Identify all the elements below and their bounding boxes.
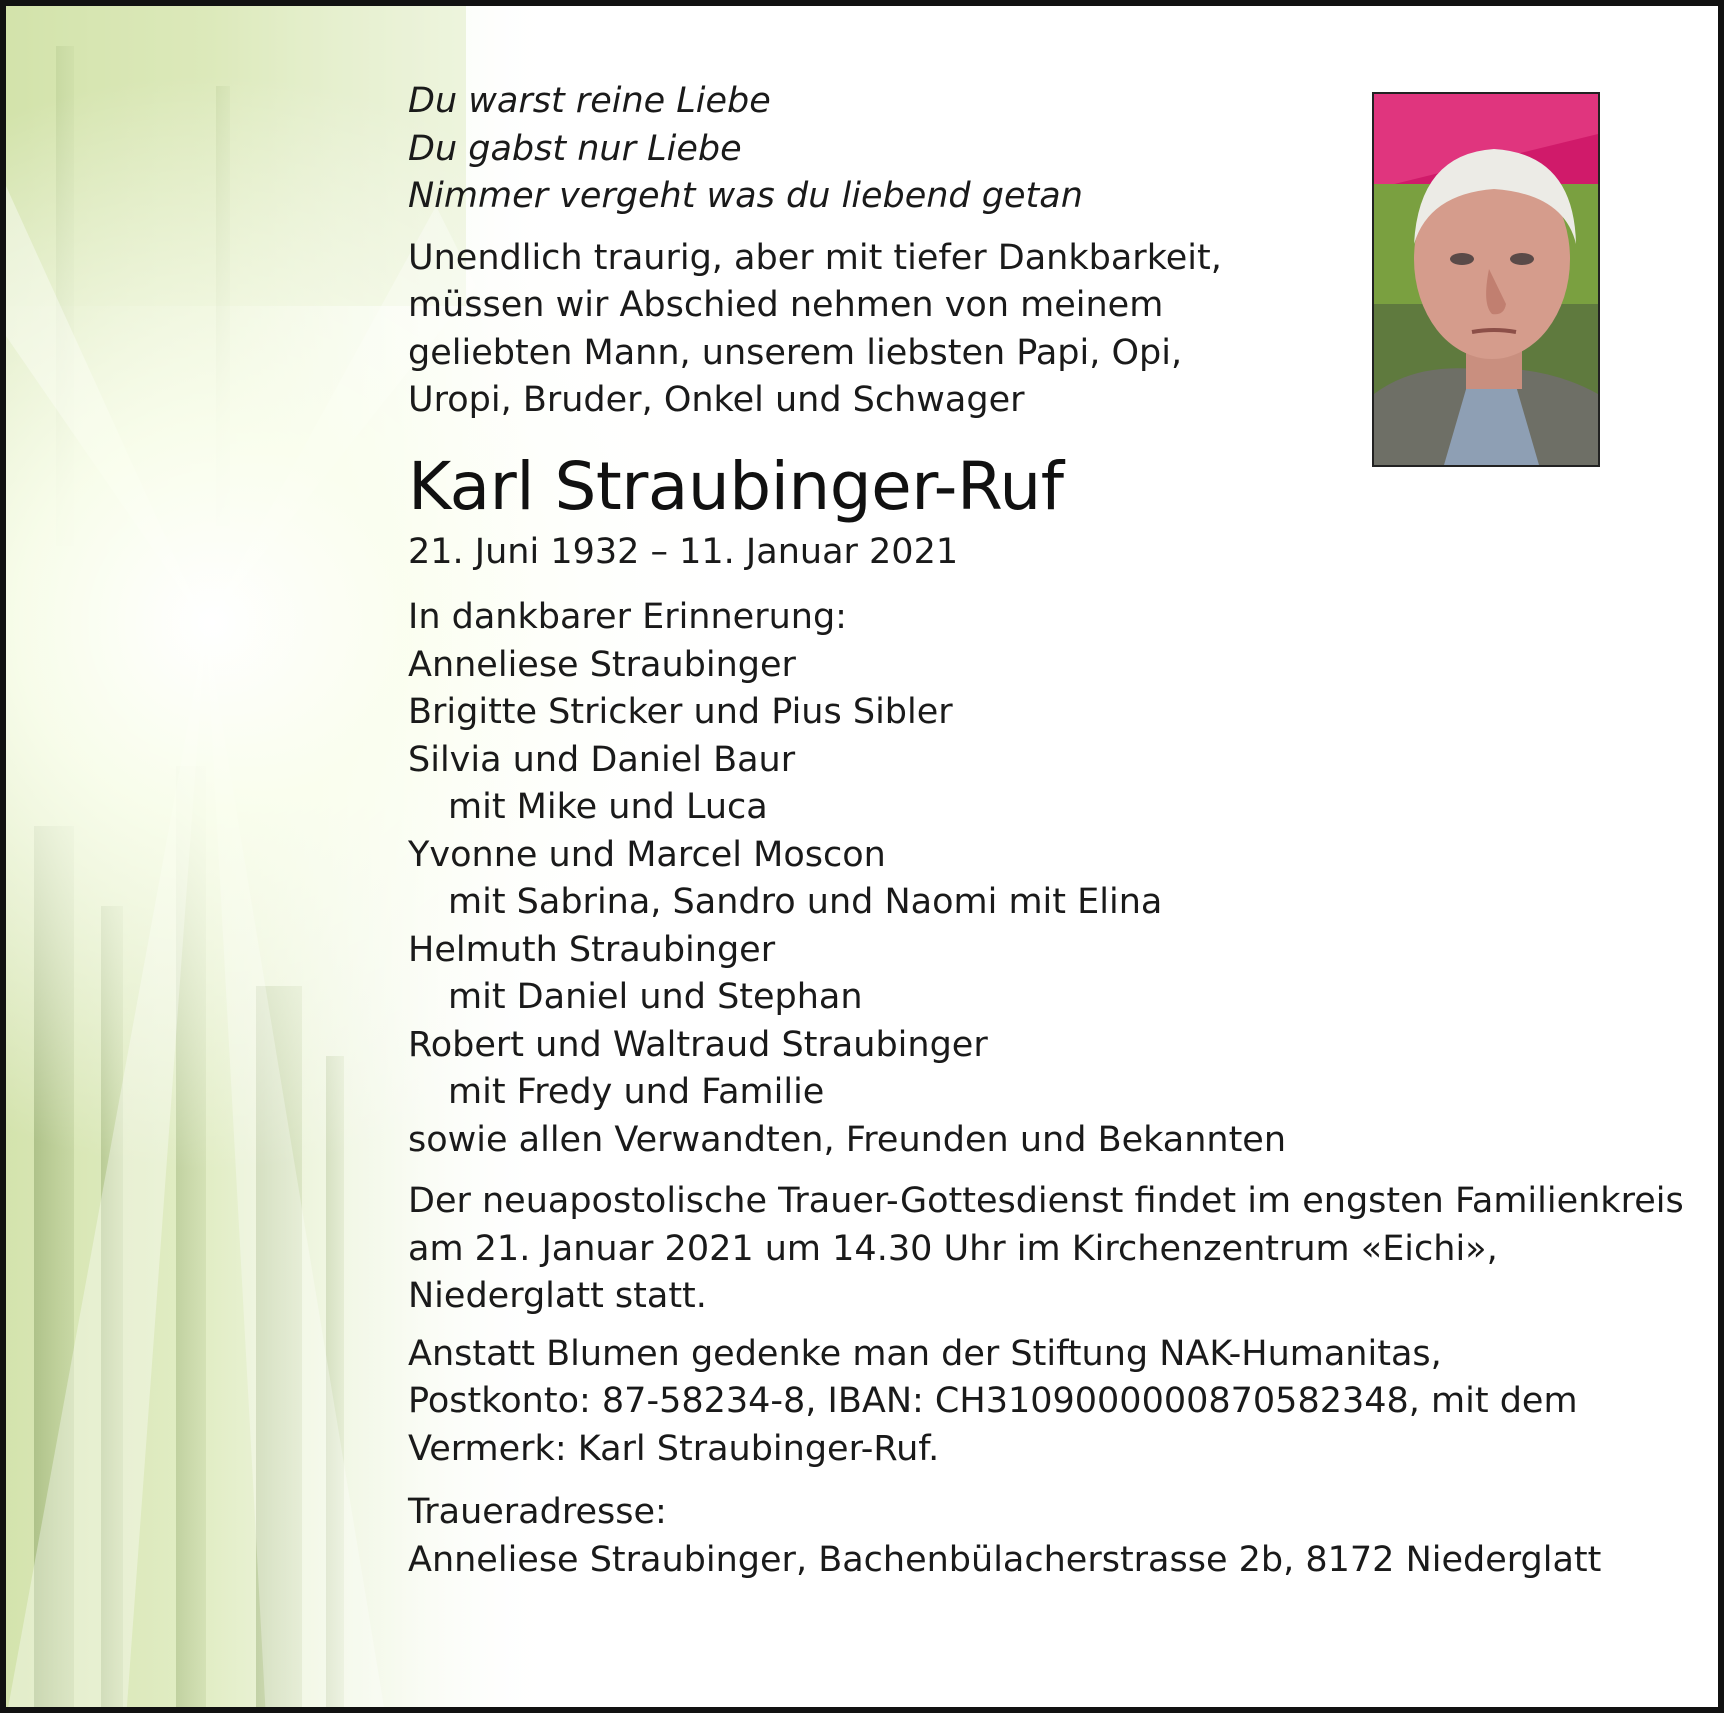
mourner-entry: Yvonne und Marcel Moscon [408, 834, 886, 875]
mourner-sub-entry: mit Mike und Luca [448, 787, 768, 827]
intro-line: müssen wir Abschied nehmen von meinem [408, 285, 1164, 325]
intro-line: Uropi, Bruder, Onkel und Schwager [408, 380, 1025, 420]
donation-line: Anstatt Blumen gedenke man der Stiftung NAK-Humanitas, [408, 1333, 1442, 1374]
intro-paragraph [408, 235, 1628, 425]
verse-line: Du warst reine Liebe [408, 81, 771, 121]
donation-line: Postkonto: 87-58234-8, IBAN: CH3109000000870582348, mit dem [408, 1381, 1578, 1421]
mourner-sub-entry: mit Fredy und Familie [448, 1072, 825, 1112]
obituary-text [408, 78, 1684, 1584]
mourner-entry: Brigitte Stricker und Pius Sibler [408, 692, 953, 732]
intro-line: Unendlich traurig, aber mit tiefer Dankbarkeit, [408, 237, 1222, 278]
address-heading: Traueradresse: [408, 1492, 667, 1532]
mourner-sub-entry: mit Sabrina, Sandro und Naomi mit Elina [448, 882, 1163, 922]
service-line: Niederglatt statt. [408, 1276, 707, 1316]
service-line: Der neuapostolische Trauer-Gottesdienst findet im engsten Familienkreis [408, 1181, 1684, 1221]
life-dates: 21. Juni 1932 – 11. Januar 2021 [408, 531, 959, 572]
mourners-heading: In dankbarer Erinnerung: [408, 597, 847, 637]
address-line: Anneliese Straubinger, Bachenbülacherstrasse 2b, 8172 Niederglatt [408, 1539, 1602, 1580]
verse-line: Nimmer vergeht was du liebend getan [408, 176, 1083, 216]
mourners-list [408, 594, 1628, 1164]
mourner-sub-entry: mit Daniel und Stephan [448, 977, 863, 1017]
deceased-name: Karl Straubinger-Ruf [408, 447, 1064, 525]
service-line: am 21. Januar 2021 um 14.30 Uhr im Kirchenzentrum «Eichi», [408, 1228, 1498, 1269]
mourning-address [408, 1489, 1628, 1584]
service-info [408, 1178, 1684, 1321]
mourner-entry: Anneliese Straubinger [408, 644, 796, 685]
donation-line: Vermerk: Karl Straubinger-Ruf. [408, 1428, 940, 1469]
intro-line: geliebten Mann, unserem liebsten Papi, Opi, [408, 332, 1183, 373]
verse-line: Du gabst nur Liebe [408, 128, 742, 169]
mourner-entry: Robert und Waltraud Straubinger [408, 1024, 988, 1065]
mourner-entry: sowie allen Verwandten, Freunden und Bekannten [408, 1119, 1287, 1160]
donation-info [408, 1331, 1628, 1474]
memorial-verse [408, 78, 1628, 221]
mourner-entry: Silvia und Daniel Baur [408, 739, 796, 780]
mourner-entry: Helmuth Straubinger [408, 929, 776, 970]
